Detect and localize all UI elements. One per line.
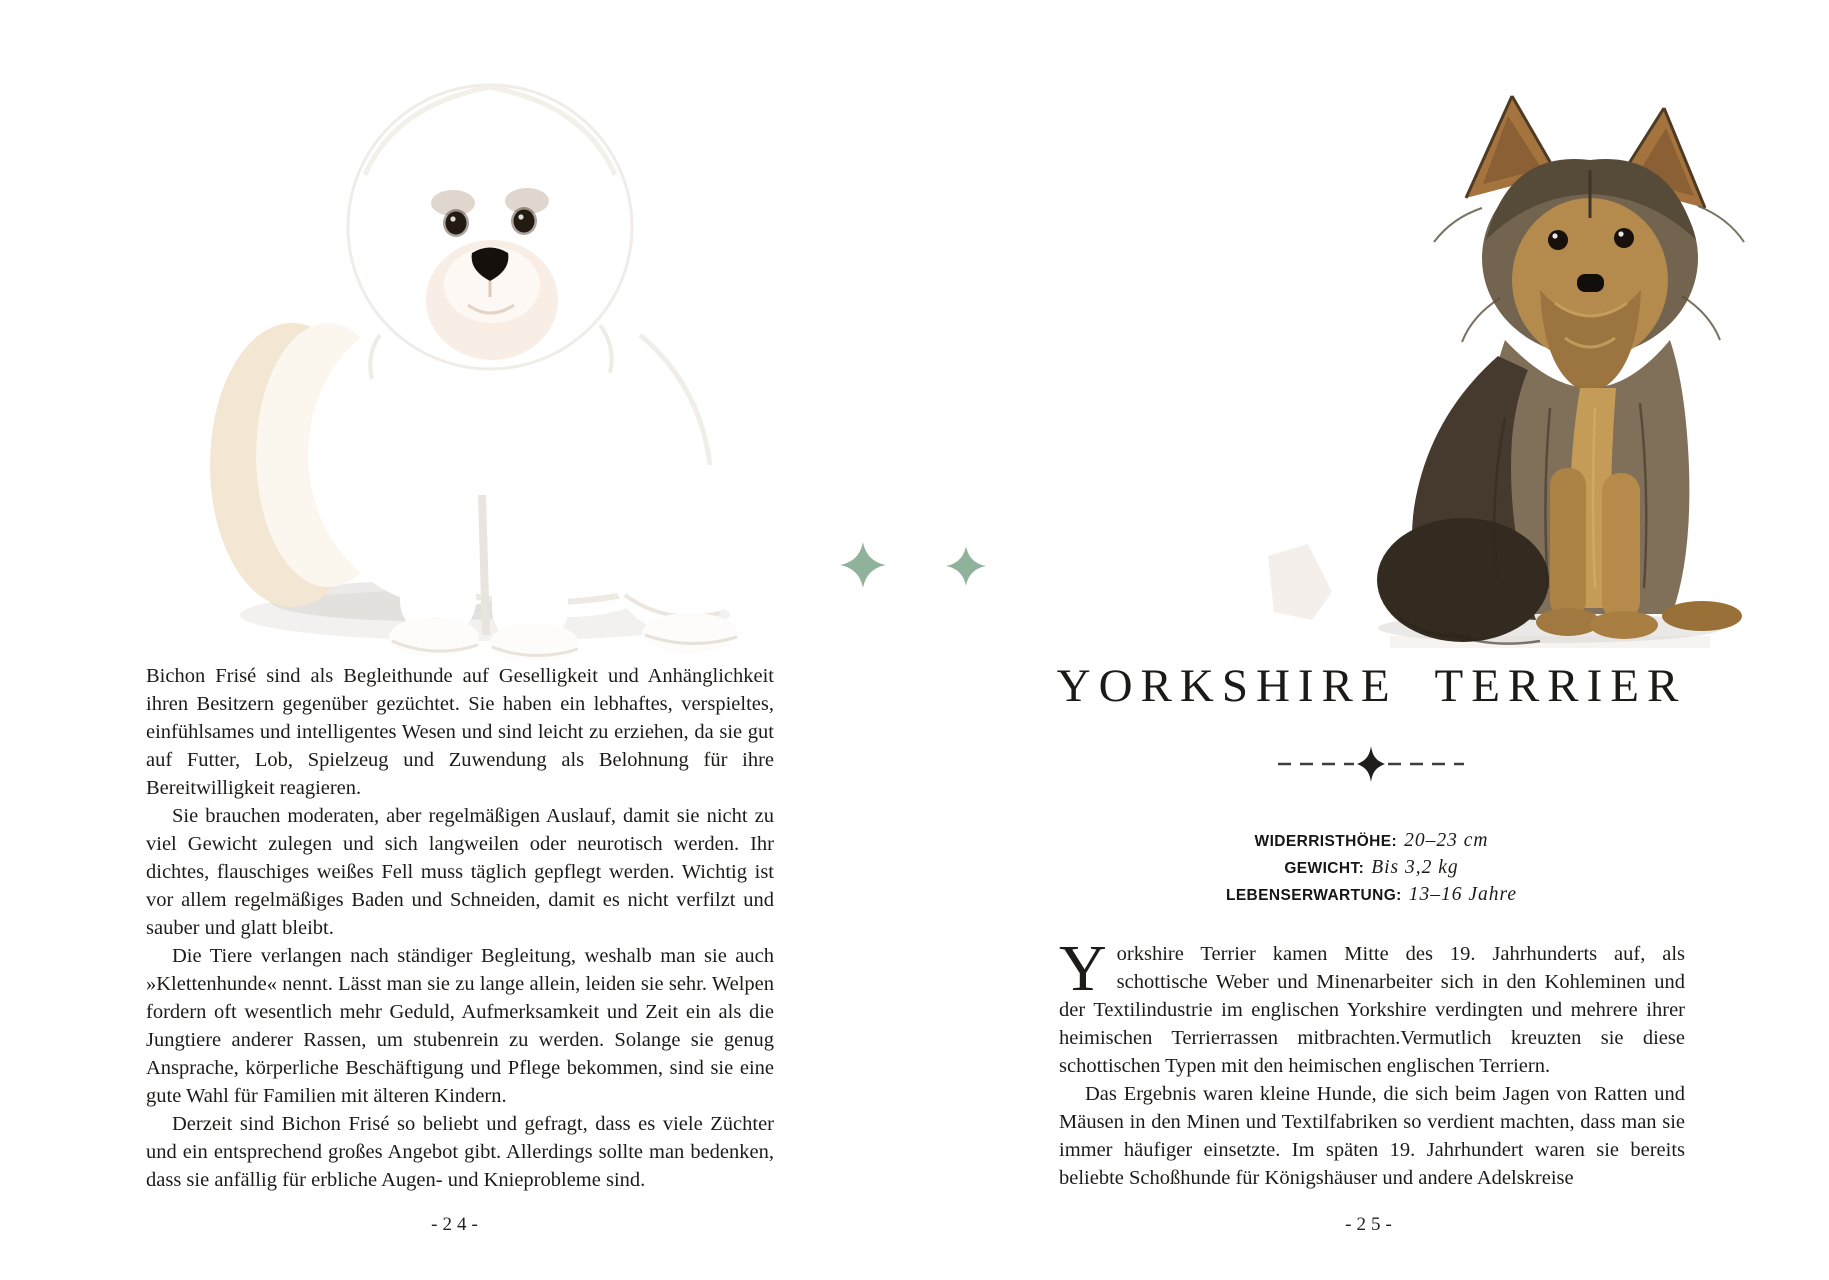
- stat-row: [914, 855, 1829, 882]
- stat-label: LEBENSERWARTUNG:: [1225, 887, 1402, 904]
- yorkshire-terrier-photo: [1250, 88, 1755, 653]
- drop-cap: Y: [1059, 932, 1107, 1005]
- left-page: [0, 0, 914, 1280]
- sparkle-icon: [840, 542, 886, 588]
- page-number: -24-: [431, 1214, 483, 1235]
- stat-value: 20–23 cm: [1404, 830, 1489, 851]
- body-paragraph: Bichon Frisé sind als Begleithunde auf Geselligkeit und Anhänglichkeit ihren Besitzern gegenüber gezüchtet. Sie haben ein lebhaftes, verspieltes, einfühlsames und intelligentes Wesen und sind leicht zu erziehen, da sie gut auf Futter, Lob, Spielzeug und Zuwendung als Belohnung für ihre Bereitwilligkeit reagieren.: [146, 665, 774, 799]
- stat-value: 13–16 Jahre: [1408, 884, 1518, 905]
- breed-stats: [914, 828, 1829, 909]
- page-number: -25-: [1345, 1214, 1397, 1235]
- left-body-text: [146, 662, 774, 1194]
- stat-label: WIDERRISTHÖHE:: [1254, 833, 1398, 850]
- right-page: [914, 0, 1829, 1280]
- body-paragraph: Sie brauchen moderaten, aber regelmäßigen Auslauf, damit sie nicht zu viel Gewicht zulegen und sich langweilen oder neurotisch werden. Ihr dichtes, flauschiges weißes Fell muss täglich gepflegt werden. Wichtig ist vor allem regelmäßiges Baden und Schneiden, damit es nicht verfilzt und sauber und glatt bleibt.: [146, 805, 774, 939]
- stat-value: Bis 3,2 kg: [1371, 857, 1459, 878]
- body-paragraph: Derzeit sind Bichon Frisé so beliebt und gefragt, dass es viele Züchter und ein entsprechend großes Angebot gibt. Allerdings sollte man bedenken, dass sie anfällig für erbliche Augen- und Knieprobleme sind.: [146, 1113, 774, 1191]
- divider-ornament: [1276, 744, 1466, 784]
- stat-row: [914, 882, 1829, 909]
- stat-label: GEWICHT:: [1284, 860, 1365, 877]
- body-paragraph: Die Tiere verlangen nach ständiger Begleitung, weshalb man sie auch »Klettenhunde« nennt. Lässt man sie zu lange allein, leiden sie sehr. Welpen fordern oft wesentlich mehr Geduld, Aufmerksamkeit und Zeit ein als die Jungtiere anderer Rassen, um stubenrein zu werden. Solange sie genug Ansprache, körperliche Beschäftigung und Pflege bekommen, sind sie eine gute Wahl für Familien mit älteren Kindern.: [146, 945, 774, 1107]
- breed-title: YORKSHIRE TERRIER: [1056, 660, 1687, 712]
- bichon-frise-photo: [170, 35, 770, 660]
- stat-row: [914, 828, 1829, 855]
- body-paragraph: Das Ergebnis waren kleine Hunde, die sich beim Jagen von Ratten und Mäusen in den Minen und Textilfabriken so verdient machten, dass man sie immer häufiger einsetzte. Im späten 19. Jahrhundert waren sie bereits beliebte Schoßhunde für Königshäuser und andere Adelskreise: [1059, 1083, 1685, 1189]
- body-paragraph: Yorkshire Terrier kamen Mitte des 19. Jahrhunderts auf, als schottische Weber und Minenarbeiter sich in den Kohleminen und der Textilindustrie im englischen Yorkshire verdingten und mehrere ihrer heimischen Terrierrassen mitbrachten.Vermutlich kreuzten sie diese schottischen Typen mit den heimischen englischen Terriern.: [1059, 932, 1685, 1077]
- right-body-text: [1059, 932, 1685, 1192]
- diamond-icon: [1357, 746, 1385, 782]
